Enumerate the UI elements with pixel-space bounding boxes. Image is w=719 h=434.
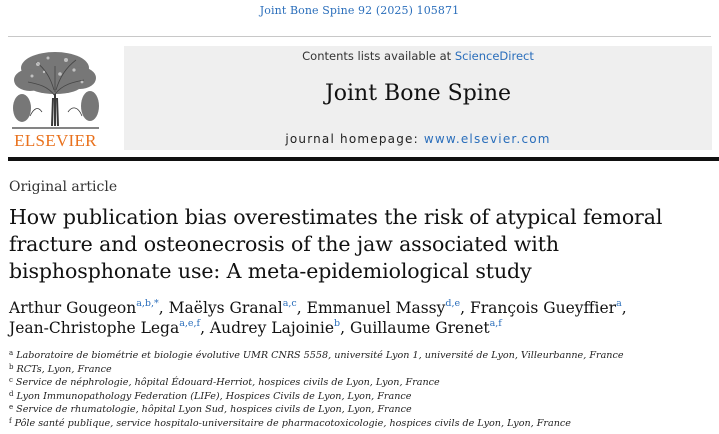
- affiliation-key: f: [9, 416, 12, 425]
- article-type: Original article: [9, 179, 118, 195]
- author-affiliation-marker[interactable]: a,f: [489, 318, 502, 329]
- affiliation-key: d: [9, 389, 14, 398]
- article-title: How publication bias overestimates the risk of atypical femoral fracture and osteonecrosis of the jaw associated with bisphosphonate use: A meta-epidemiological study: [9, 205, 663, 283]
- author-separator: ,: [621, 299, 627, 317]
- author-affiliation-marker[interactable]: a,c: [282, 298, 297, 309]
- author-separator: ,: [296, 299, 307, 317]
- author-separator: ,: [340, 319, 350, 337]
- affiliation-item: [9, 417, 715, 431]
- homepage-link[interactable]: www.elsevier.com: [423, 132, 551, 146]
- affiliation-item: [9, 363, 715, 377]
- elsevier-tree-icon: [8, 46, 103, 130]
- affiliation-text: Service de rhumatologie, hôpital Lyon Sud, hospices civils de Lyon, Lyon, France: [16, 404, 412, 415]
- journal-citation-link[interactable]: Joint Bone Spine 92 (2025) 105871: [259, 4, 460, 17]
- affiliation-list: [9, 349, 715, 430]
- author-name: François Gueyffier: [469, 299, 617, 317]
- journal-title: Joint Bone Spine: [324, 81, 512, 106]
- affiliation-item: [9, 403, 715, 417]
- affiliation-key: e: [9, 403, 14, 411]
- author-affiliation-marker[interactable]: b: [334, 318, 341, 329]
- author-affiliation-marker[interactable]: a: [616, 298, 622, 309]
- author-separator: ,: [200, 319, 210, 337]
- author-name: Maëlys Granal: [168, 299, 283, 317]
- affiliation-item: [9, 390, 715, 404]
- affiliation-key: c: [9, 376, 13, 384]
- elsevier-wordmark: ELSEVIER: [14, 131, 97, 150]
- author-separator: ,: [460, 299, 470, 317]
- author-name: Guillaume Grenet: [349, 319, 490, 337]
- elsevier-logo[interactable]: [8, 46, 103, 150]
- affiliation-text: Laboratoire de biométrie et biologie évolutive UMR CNRS 5558, université Lyon 1, université de Lyon, Villeurbanne, France: [16, 350, 624, 361]
- contents-prefix: Contents lists available at: [302, 49, 455, 63]
- affiliation-text: Pôle santé publique, service hospitalo-universitaire de pharmacotoxicologie, hospices civils de Lyon, Lyon, France: [14, 417, 571, 429]
- header-divider: [8, 36, 711, 37]
- affiliation-key: b: [9, 362, 14, 371]
- author-list: [9, 298, 717, 338]
- affiliation-text: Service de néphrologie, hôpital Édouard-Herriot, hospices civils de Lyon, Lyon, France: [15, 377, 440, 388]
- author-affiliation-marker[interactable]: a,b,*: [136, 298, 159, 309]
- author-separator: ,: [158, 299, 169, 317]
- author-name: Audrey Lajoinie: [209, 319, 335, 337]
- contents-line: [124, 49, 712, 63]
- homepage-prefix: journal homepage:: [285, 132, 424, 146]
- affiliation-item: [9, 376, 715, 390]
- affiliation-key: a: [9, 349, 14, 357]
- header-rule: [8, 157, 719, 161]
- author-affiliation-marker[interactable]: a,e,f: [179, 318, 201, 329]
- affiliation-text: Lyon Immunopathology Federation (LIFe), Hospices Civils de Lyon, Lyon, France: [16, 390, 412, 402]
- affiliation-item: [9, 349, 715, 363]
- author-name: Emmanuel Massy: [306, 299, 446, 317]
- affiliation-text: RCTs, Lyon, France: [16, 363, 112, 375]
- homepage-line: [124, 132, 712, 146]
- author-affiliation-marker[interactable]: d,e: [445, 298, 461, 309]
- journal-banner: [124, 46, 712, 150]
- author-name: Arthur Gougeon: [9, 299, 137, 317]
- sciencedirect-link[interactable]: ScienceDirect: [454, 49, 534, 63]
- author-name: Jean-Christophe Lega: [9, 319, 180, 337]
